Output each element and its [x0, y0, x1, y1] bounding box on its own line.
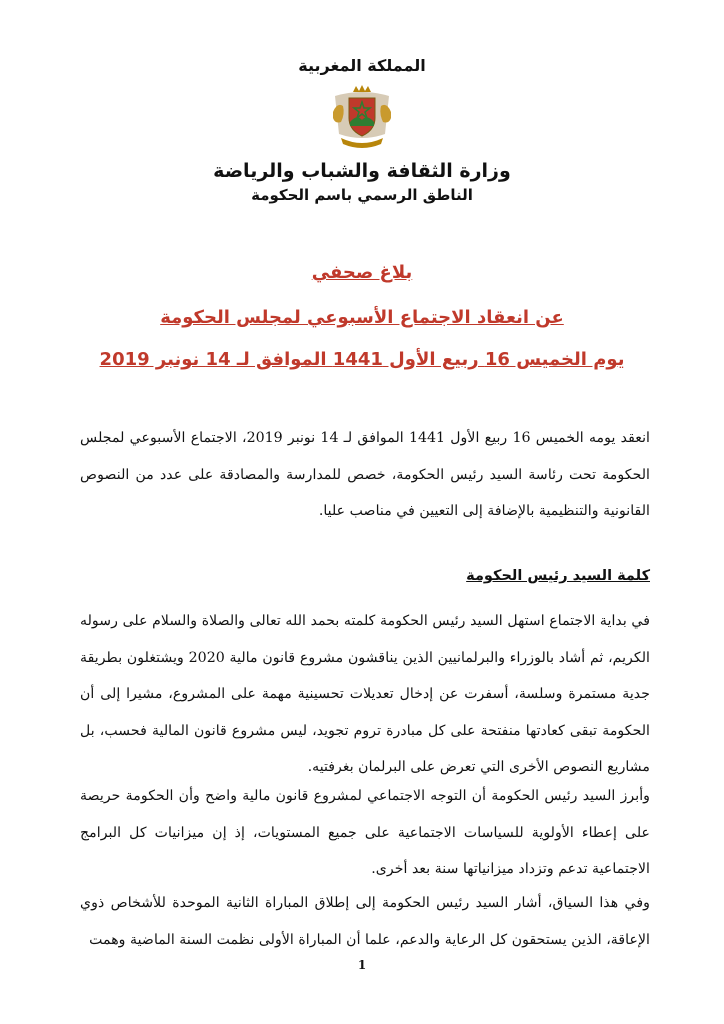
- moroccan-coat-of-arms-emblem: [327, 82, 397, 152]
- page-number: 1: [357, 958, 367, 972]
- kingdom-name: المملكة المغربية: [298, 56, 426, 75]
- section-heading: كلمة السيد رئيس الحكومة: [466, 568, 650, 584]
- press-release-title: بلاغ صحفي: [311, 262, 413, 283]
- press-release-subject: عن انعقاد الاجتماع الأسبوعي لمجلس الحكومة: [160, 307, 564, 328]
- body-paragraph: وأبرز السيد رئيس الحكومة أن التوجه الاجتماعي لمشروع قانون مالية واضح وأن الحكومة حريصة على إعطاء الأولوية للسياسات الاجتماعية على جميع المستويات، إذ إن ميزانيات كل البرامج الاجتماعية تدعم وتزداد ميزانياتها سنة بعد أخرى.: [80, 788, 650, 877]
- intro-paragraph: انعقد يومه الخميس 16 ربيع الأول 1441 الموافق لـ 14 نونبر 2019، الاجتماع الأسبوعي لمجلس الحكومة تحت رئاسة السيد رئيس الحكومة، خصص للمدارسة والمصادقة على عدد من النصوص القانونية والتنظيمية بالإضافة إلى التعيين في مناصب عليا.: [80, 430, 650, 519]
- body-paragraph: وفي هذا السياق، أشار السيد رئيس الحكومة إلى إطلاق المباراة الثانية الموحدة للأشخاص ذوي الإعاقة، الذين يستحقون كل الرعاية والدعم، علما أن المباراة الأولى نظمت السنة الماضية وهمت: [80, 895, 650, 948]
- body-paragraph: في بداية الاجتماع استهل السيد رئيس الحكومة كلمته بحمد الله تعالى والصلاة والسلام على رسوله الكريم، ثم أشاد بالوزراء والبرلمانيين الذين يناقشون مشروع قانون مالية 2020 ويشتغلون بطريقة جدية مستمرة وسلسة، أسفرت عن إدخال تعديلات تحسينية مهمة على المشروع، مشيرا إلى أن الحكومة تبقى كعادتها منفتحة على كل مبادرة تروم تجويد، ليس مشروع قانون المالية فحسب، بل مشاريع النصوص الأخرى التي تعرض على البرلمان بغرفتيه.: [80, 613, 650, 775]
- press-release-date: يوم الخميس 16 ربيع الأول 1441 الموافق لـ 14 نونبر 2019: [99, 349, 625, 370]
- spokesperson-title: الناطق الرسمي باسم الحكومة: [251, 186, 473, 204]
- ministry-name: وزارة الثقافة والشباب والرياضة: [213, 160, 511, 182]
